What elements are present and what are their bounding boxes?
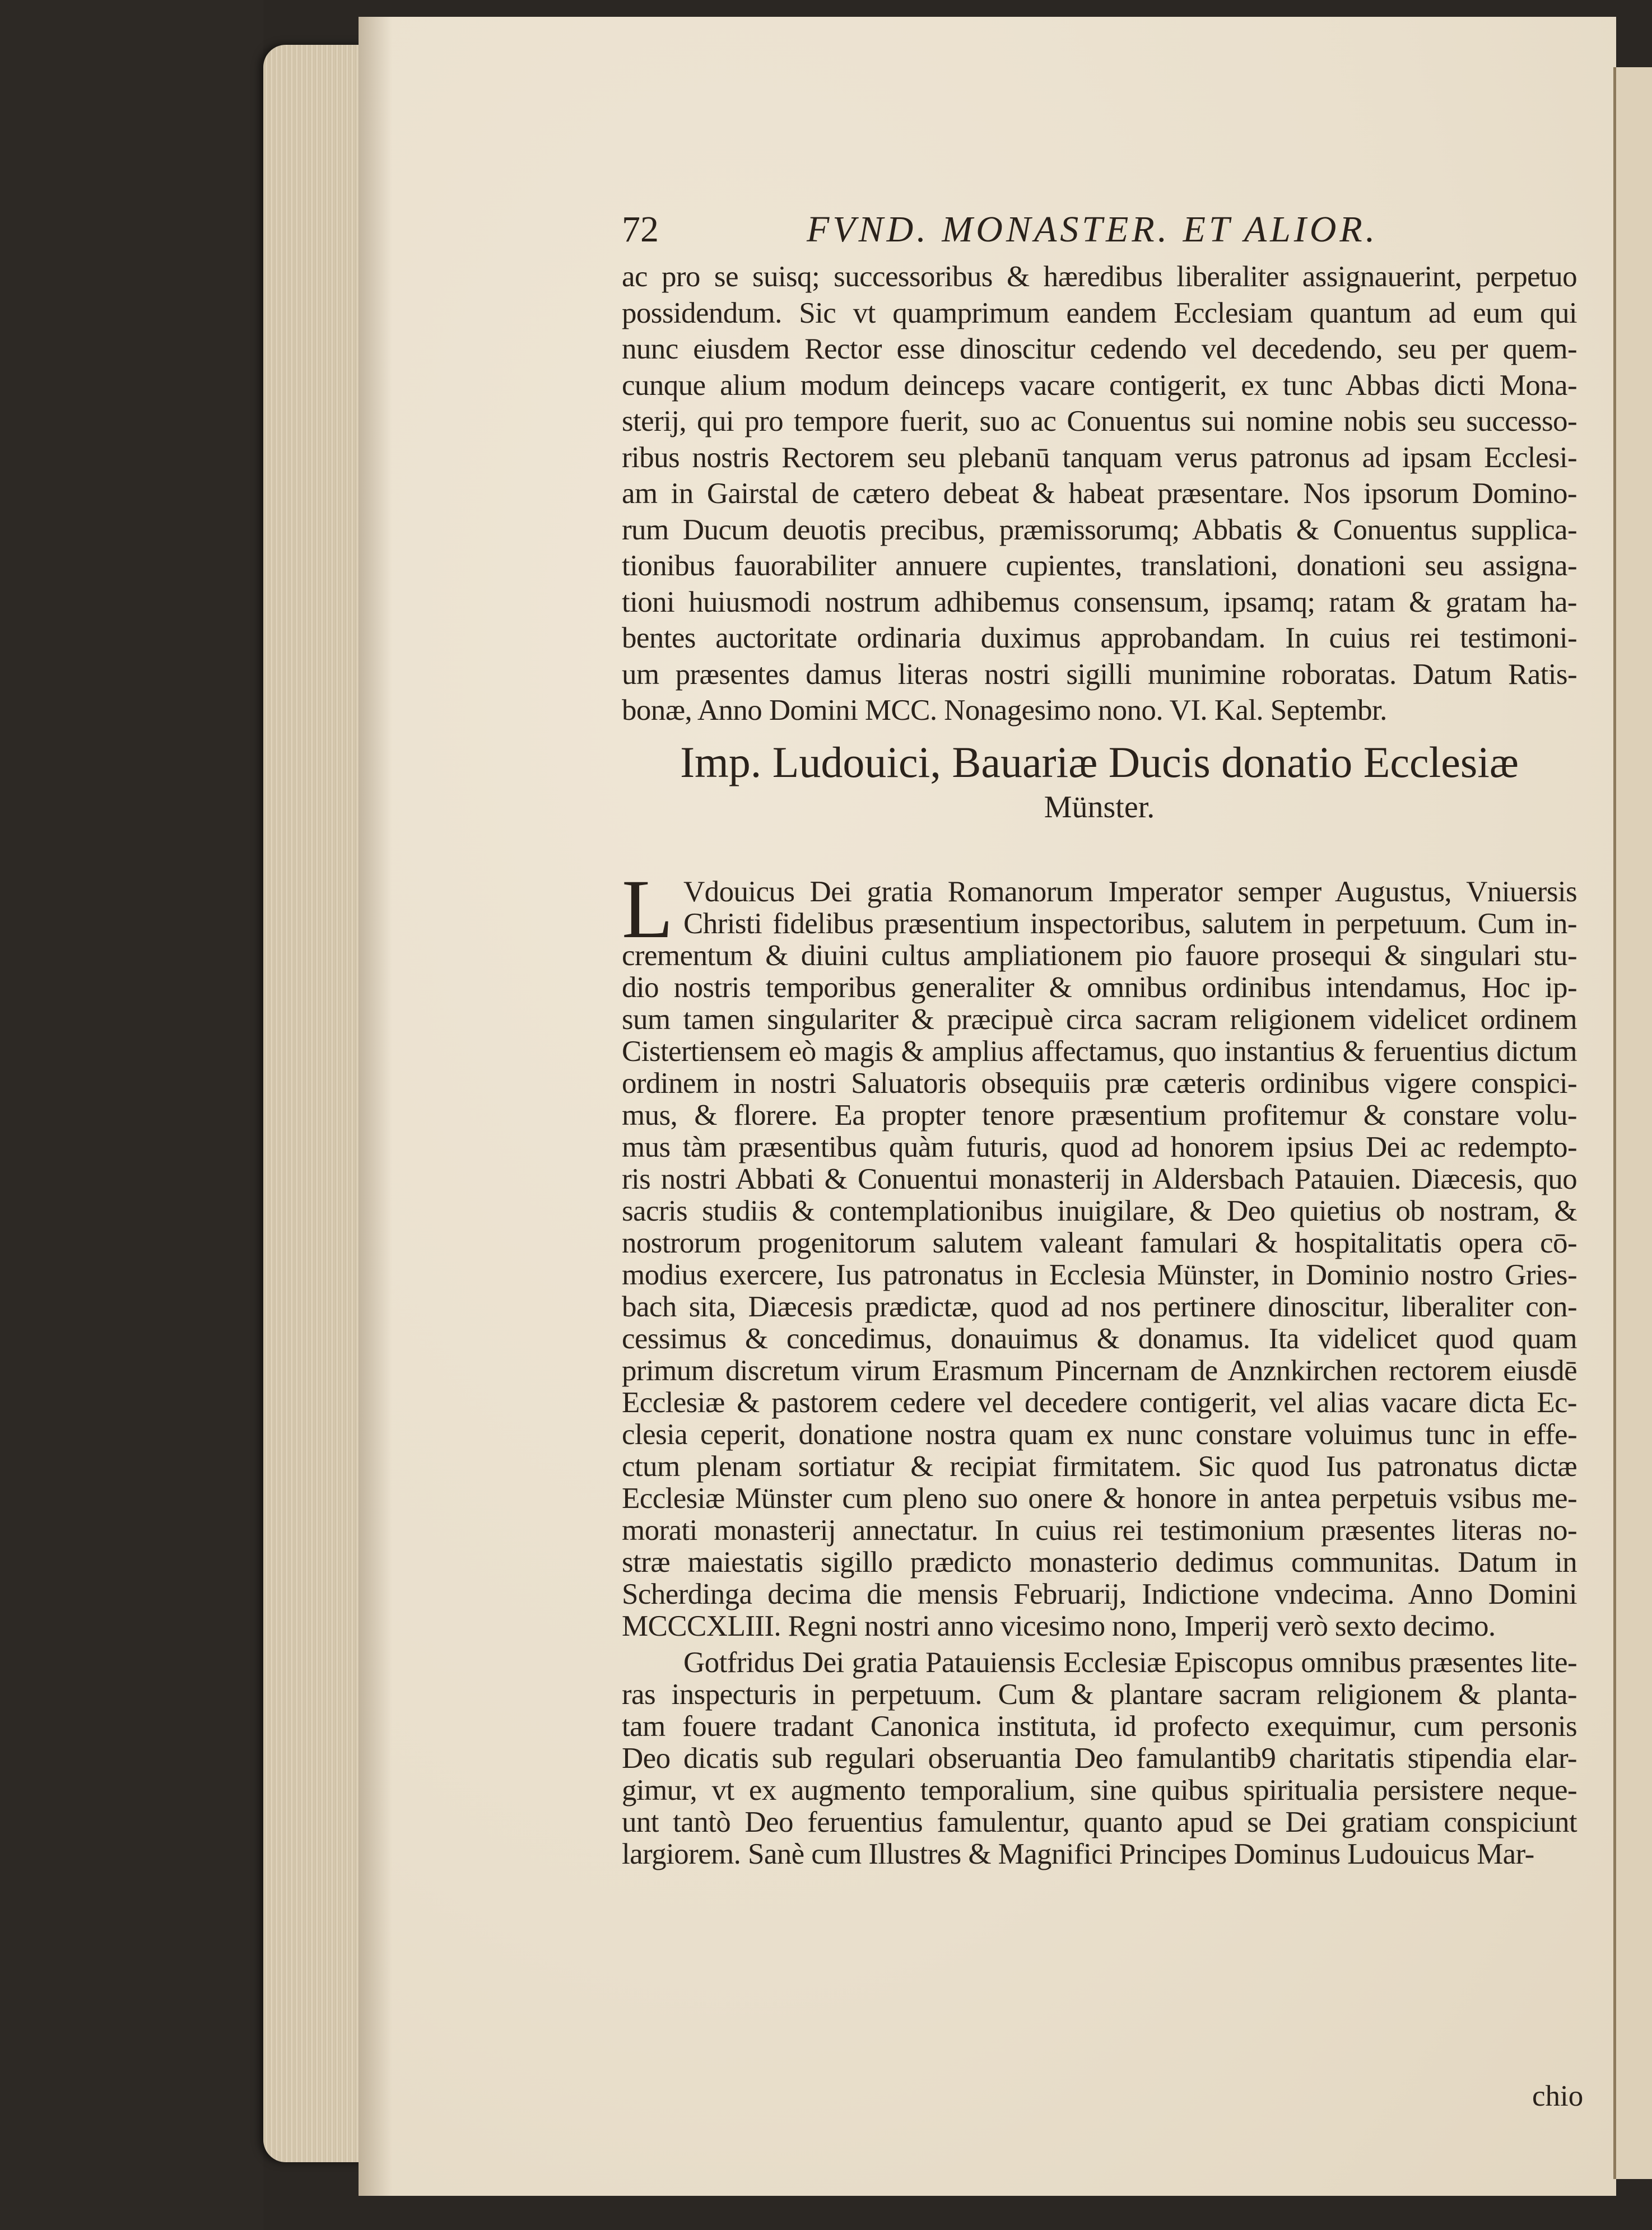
catchword: chio [1532, 2080, 1584, 2112]
drop-cap: L [622, 863, 673, 956]
text-line: cessimus & concedimus, donauimus & donamus. Ita videlicet quod quam [622, 1323, 1577, 1355]
text-line: ordinem in nostri Saluatoris obsequiis præ cæteris ordinibus vigere conspici- [622, 1067, 1577, 1100]
text-line: ras inspecturis in perpetuum. Cum & plantare sacram religionem & planta- [622, 1678, 1577, 1711]
page-number: 72 [622, 209, 659, 250]
section-heading [622, 737, 1577, 826]
text-line: ribus nostris Rectorem seu plebanū tanquam verus patronus ad ipsam Ecclesi- [622, 441, 1577, 474]
text-line: modius exercere, Ius patronatus in Ecclesia Münster, in Dominio nostro Gries- [622, 1259, 1577, 1291]
text-line: tam fouere tradant Canonica instituta, id profecto exequimur, cum personis [622, 1710, 1577, 1743]
text-line: crementum & diuini cultus ampliationem pio fauore prosequi & singulari stu- [622, 939, 1577, 972]
text-line: ris nostri Abbati & Conuentui monasterij in Aldersbach Patauien. Diæcesis, quo [622, 1163, 1577, 1195]
section-title: Imp. Ludouici, Bauariæ Ducis donatio Ecclesiæ [680, 738, 1519, 786]
facing-page [1616, 67, 1652, 2179]
text-line: largiorem. Sanè cum Illustres & Magnifici Principes Dominus Ludouicus Mar- [622, 1838, 1534, 1870]
text-line: tioni huiusmodi nostrum adhibemus consensum, ipsamq; ratam & gratam ha- [622, 585, 1577, 618]
text-line: Deo dicatis sub regulari obseruantia Deo famulantib9 charitatis stipendia elar- [622, 1742, 1577, 1775]
text-line: unt tantò Deo feruentius famulentur, quanto apud se Dei gratiam conspiciunt [622, 1806, 1577, 1838]
text-line: tionibus fauorabiliter annuere cupientes, translationi, donationi seu assigna- [622, 550, 1577, 582]
text-line: dio nostris temporibus generaliter & omnibus ordinibus intendamus, Hoc ip- [622, 971, 1577, 1004]
text-line: mus tàm præsentibus quàm futuris, quod ad honorem ipsius Dei ac redempto- [622, 1131, 1577, 1163]
text-line: am in Gairstal de cætero debeat & habeat præsentare. Nos ipsorum Domino- [622, 477, 1577, 510]
running-title: FVND. MONASTER. ET ALIOR. [807, 209, 1379, 250]
text-line: cunque alium modum deinceps vacare contigerit, ex tunc Abbas dicti Mona- [622, 369, 1577, 402]
text-line: primum discretum virum Erasmum Pincernam de Anznkirchen rectorem eiusdē [622, 1354, 1577, 1387]
text-line: nostrorum progenitorum salutem valeant famulari & hospitalitatis opera cō- [622, 1227, 1577, 1259]
text-line: morati monasterij annectatur. In cuius rei testimonium præsentes literas no- [622, 1514, 1577, 1547]
text-line: mus, & florere. Ea propter tenore præsentium profitemur & constare volu- [622, 1099, 1577, 1132]
page-gutter-shadow [359, 17, 392, 2196]
dark-background [0, 0, 263, 2230]
text-line: ac pro se suisq; successoribus & hæredibus liberaliter assignauerint, perpetuo [622, 260, 1577, 293]
section-subtitle: Münster. [1044, 790, 1155, 825]
text-line: bonæ, Anno Domini MCC. Nonagesimo nono. VI. Kal. Septembr. [622, 694, 1387, 727]
text-line: MCCCXLIII. Regni nostri anno vicesimo nono, Imperij verò sexto decimo. [622, 1610, 1496, 1642]
running-head [622, 208, 1580, 255]
text-line: ctum plenam sortiatur & recipiat firmitatem. Sic quod Ius patronatus dictæ [622, 1450, 1577, 1483]
text-line: Gotfridus Dei gratia Patauiensis Ecclesiæ Episcopus omnibus præsentes lite- [683, 1646, 1577, 1679]
text-line: Christi fidelibus præsentium inspectoribus, salutem in perpetuum. Cum in- [683, 907, 1577, 940]
text-line: sacris studiis & contemplationibus inuigilare, & Deo quietius ob nostram, & [622, 1195, 1577, 1227]
text-line: clesia ceperit, donatione nostra quam ex nunc constare voluimus tunc in effe- [622, 1418, 1577, 1451]
text-line: Vdouicus Dei gratia Romanorum Imperator semper Augustus, Vniuersis [683, 876, 1577, 908]
text-line: possidendum. Sic vt quamprimum eandem Ecclesiam quantum ad eum qui [622, 296, 1577, 329]
text-line: stræ maiestatis sigillo prædicto monasterio dedimus communitas. Datum in [622, 1546, 1577, 1579]
text-line: bach sita, Diæcesis prædictæ, quod ad nos pertinere dinoscitur, liberaliter con- [622, 1291, 1577, 1323]
text-line: um præsentes damus literas nostri sigilli munimine roboratas. Datum Ratis- [622, 658, 1577, 691]
text-line: Cistertiensem eò magis & amplius affectamus, quo instantius & feruentius dictum [622, 1035, 1577, 1068]
text-line: Ecclesiæ & pastorem cedere vel decedere contigerit, vel alias vacare dicta Ec- [622, 1386, 1577, 1419]
text-line: rum Ducum deuotis precibus, præmissorumq; Abbatis & Conuentus supplica- [622, 513, 1577, 546]
text-line: nunc eiusdem Rector esse dinoscitur cedendo vel decedendo, seu per quem- [622, 333, 1577, 365]
text-line: bentes auctoritate ordinaria duximus approbandam. In cuius rei testimoni- [622, 622, 1577, 654]
text-line: Scherdinga decima die mensis Februarij, Indictione vndecima. Anno Domini [622, 1578, 1577, 1610]
text-line: Ecclesiæ Münster cum pleno suo onere & honore in antea perpetuis vsibus me- [622, 1482, 1577, 1515]
text-line: gimur, vt ex augmento temporalium, sine quibus spiritualia persistere neque- [622, 1774, 1577, 1807]
text-line: sterij, qui pro tempore fuerit, suo ac Conuentus sui nomine nobis seu successo- [622, 405, 1577, 437]
text-line: sum tamen singulariter & præcipuè circa sacram religionem videlicet ordinem [622, 1003, 1577, 1036]
